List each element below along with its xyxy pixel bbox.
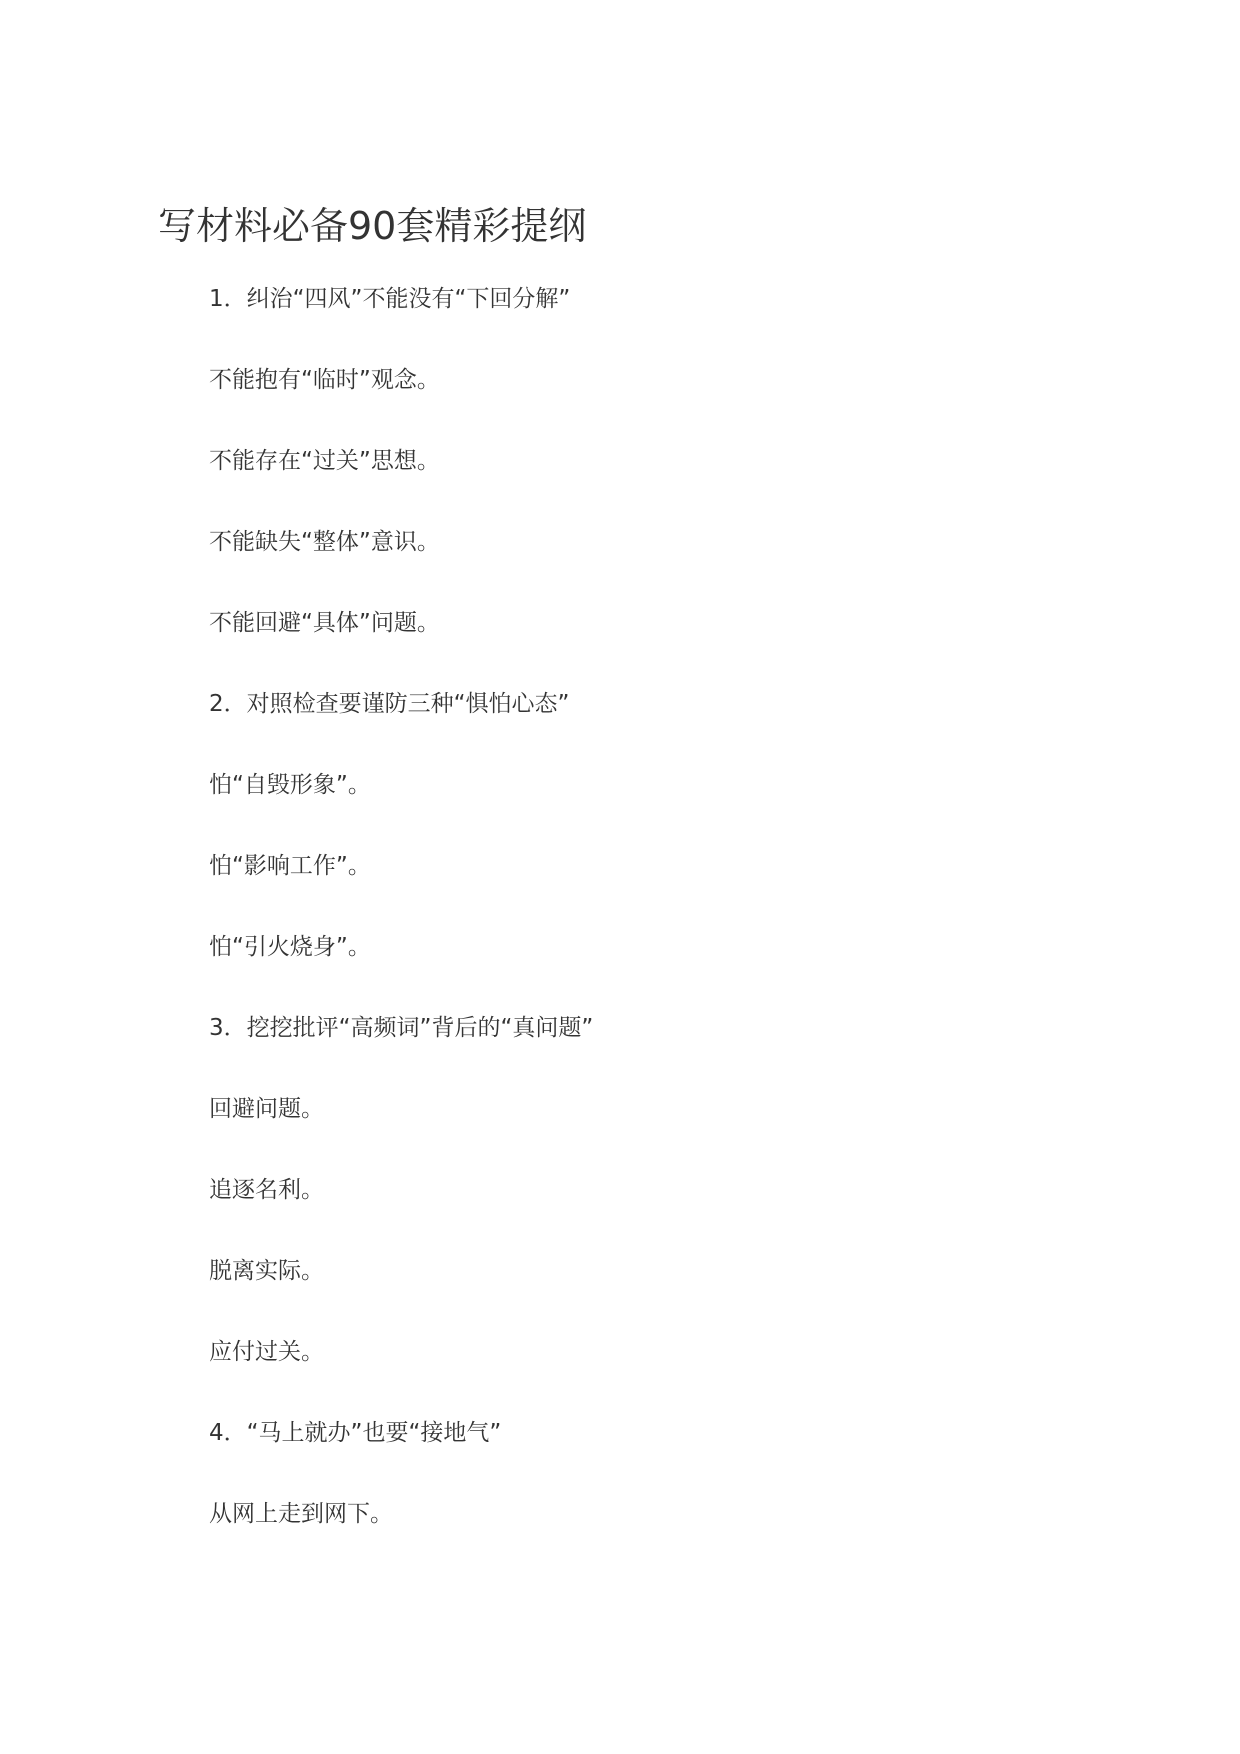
paragraph: 怕“引火烧身”。 — [209, 934, 371, 960]
document-title: 写材料必备90套精彩提纲 — [158, 204, 587, 248]
document-body — [209, 287, 1109, 1583]
paragraph: 应付过关。 — [209, 1339, 324, 1365]
paragraph: 不能缺失“整体”意识。 — [209, 529, 440, 555]
paragraph: 回避问题。 — [209, 1096, 324, 1122]
paragraph: 不能回避“具体”问题。 — [209, 610, 440, 636]
paragraph: 怕“影响工作”。 — [209, 853, 371, 879]
paragraph: 不能存在“过关”思想。 — [209, 448, 440, 474]
section-heading: 3．挖挖批评“高频词”背后的“真问题” — [209, 1015, 594, 1041]
section-heading: 1．纠治“四风”不能没有“下回分解” — [209, 286, 571, 312]
section-heading: 4．“马上就办”也要“接地气” — [209, 1420, 502, 1446]
paragraph: 从网上走到网下。 — [209, 1501, 393, 1527]
paragraph: 脱离实际。 — [209, 1258, 324, 1284]
paragraph: 不能抱有“临时”观念。 — [209, 367, 440, 393]
section-heading: 2．对照检查要谨防三种“惧怕心态” — [209, 691, 570, 717]
paragraph: 怕“自毁形象”。 — [209, 772, 371, 798]
paragraph: 追逐名利。 — [209, 1177, 324, 1203]
